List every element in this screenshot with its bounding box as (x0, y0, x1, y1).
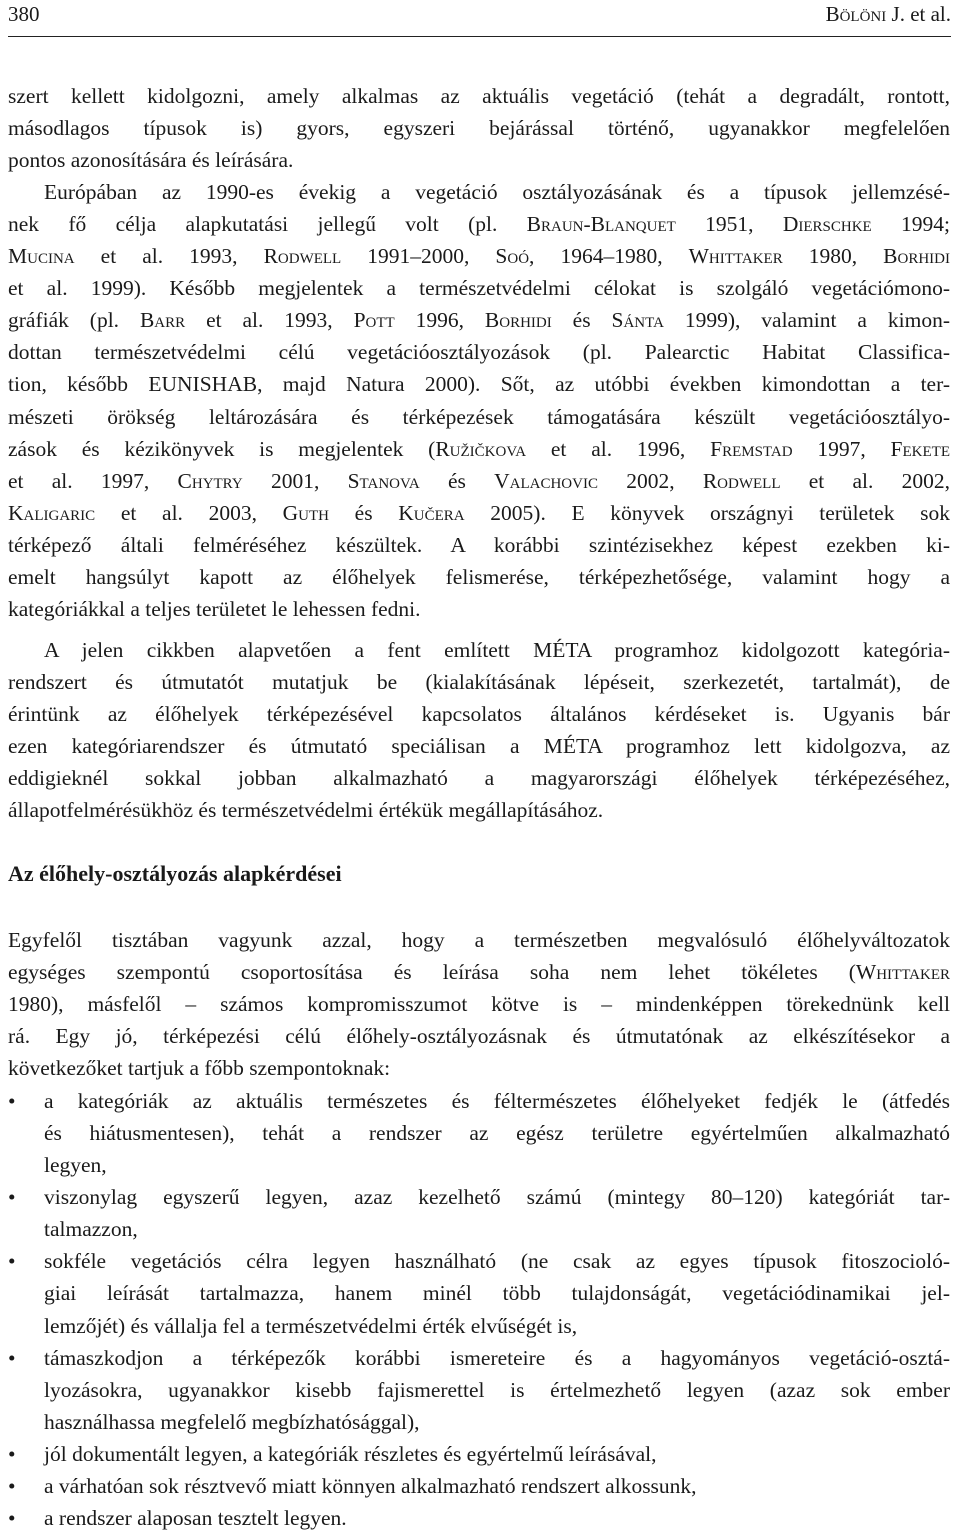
text-run: és (551, 308, 612, 333)
text-run: 1980, (782, 244, 884, 269)
section-heading: Az élőhely-osztályozás alapkérdései (8, 861, 342, 886)
text-run: 1999), valamint a kimon- (663, 308, 950, 333)
bullet-item-line: a kategóriák az aktuális természetes és féltermészetes élőhelyeket fedjék le (átfedés (44, 1089, 950, 1113)
text-run: et al. 2003, (95, 500, 283, 525)
author-name: Rodwell (263, 244, 342, 269)
bullet-dot: • (8, 1089, 16, 1113)
text-run: et al. 1993, (74, 244, 264, 269)
paragraph4-line (8, 1020, 950, 1052)
text-run: zások és kézikönyvek is megjelentek ( (8, 436, 436, 461)
bullet-item-line: giai leírását tartalmazza, hanem minél több tulajdonságát, vegetációdinamikai jel- (44, 1281, 950, 1306)
text-run: 2005). E könyvek országnyi területek sok (464, 500, 950, 525)
paragraph2-line (8, 304, 950, 336)
bullet-item-line: talmazzon, (44, 1217, 138, 1242)
bullet-item-line: sokféle vegetációs célra legyen használható (ne csak az egyes típusok fitoszocioló- (44, 1249, 950, 1274)
paragraph2-line (8, 465, 950, 497)
paragraph1-line: másodlagos típusok is) gyors, egyszeri bejárással történő, ugyanakkor megfelelően (8, 116, 950, 141)
paragraph2-line (8, 368, 950, 400)
author-name: Whittaker (688, 244, 783, 269)
bullet-item-line: viszonylag egyszerű legyen, azaz kezelhető számú (mintegy 80–120) kategóriát tar- (44, 1185, 950, 1210)
paragraph2-line (8, 336, 950, 368)
paragraph2-line (8, 401, 950, 433)
text-run: 1980), másfelől – számos kompromisszumot kötve is – mindenképpen törekednünk kell (8, 992, 950, 1017)
paragraph3-line: állapotfelmérésükhöz és természetvédelmi értékük megállapításához. (8, 798, 604, 823)
text-run: és (329, 500, 399, 525)
bullet-item-line: lyozásokra, ugyanakkor kisebb fajismerettel is értelmezhető legyen (azaz sok ember (44, 1377, 950, 1402)
paragraph3-line: eddigieknél sokkal jobban alkalmazható a magyarországi élőhelyek térképezéséhez, (8, 766, 950, 791)
text-run: rá. Egy jó, térképezési célú élőhely-osztályozásnak és útmutatónak az elkészítésekor a (8, 1024, 950, 1049)
page-number: 380 (8, 2, 40, 26)
bullet-dot: • (8, 1473, 16, 1498)
bullet-dot: • (8, 1506, 16, 1531)
paragraph2-line (8, 497, 950, 529)
paragraph4-line (8, 924, 950, 956)
paragraph4-line (8, 988, 950, 1020)
bullet-dot: • (8, 1345, 16, 1370)
bullet-item-line: legyen, (44, 1153, 107, 1178)
paragraph2-line (8, 240, 950, 272)
author-name: Soó (495, 244, 530, 269)
author-name: Kučera (398, 500, 465, 525)
paragraph3-line: érintünk az élőhelyek térképezésével kapcsolatos általános kérdéseket is. Ugyanis bár (8, 702, 950, 727)
text-run: 2002, (597, 468, 703, 493)
paragraph2-line (8, 433, 950, 465)
author-name: Braun-Blanquet (526, 212, 676, 237)
text-run: egységes szempontú csoportosítása és leírása soha nem lehet tökéletes ( (8, 960, 856, 985)
bullet-item-line: lemzőjét) és vállalja fel a természetvédelmi érték elvűségét is, (44, 1313, 578, 1338)
text-run: mészeti örökség leltározására és térképezések támogatására készült vegetációosztályo- (8, 404, 950, 429)
text-run: következőket tartjuk a főbb szempontoknak: (8, 1056, 391, 1081)
text-run: 1997, (792, 436, 891, 461)
running-head (826, 2, 951, 27)
bullet-item-line: a rendszer alaposan tesztelt legyen. (44, 1506, 347, 1531)
author-name: Dierschke (782, 212, 872, 237)
text-run: , 1964–1980, (529, 244, 689, 269)
author-name: Borhidi (883, 244, 950, 269)
text-run: 1991–2000, (341, 244, 496, 269)
text-run: 1951, (675, 212, 783, 237)
paragraph2-line (8, 272, 950, 304)
bullet-item-line: a várhatóan sok résztvevő miatt könnyen alkalmazható rendszert alkossunk, (44, 1473, 697, 1498)
paragraph1-line: pontos azonosítására és leírására. (8, 148, 294, 173)
paragraph4-line (8, 1052, 950, 1084)
text-run: emelt hangsúlyt kapott az élőhelyek felismerése, térképezhetősége, valamint hogy a (8, 564, 950, 589)
author-name: Kaligaric (8, 500, 96, 525)
text-run: et al. 1997, (8, 468, 178, 493)
paragraph2-line (8, 561, 950, 593)
text-run: et al. 1993, (185, 308, 354, 333)
author-name: Chytry (177, 468, 243, 493)
paragraph3-line: A jelen cikkben alapvetően a fent említett MÉTA programhoz kidolgozott kategória- (44, 638, 950, 662)
text-run: dottan természetvédelmi célú vegetációosztályozások (pl. Palearctic Habitat Classifica- (8, 340, 950, 365)
author-name: Whittaker (855, 960, 950, 985)
paragraph2-line (8, 208, 950, 240)
bullet-item-line: támaszkodjon a térképezők korábbi ismereteire és a hagyományos vegetáció-osztá- (44, 1345, 950, 1370)
text-run: 1996, (394, 308, 485, 333)
author-name: Borhidi (484, 308, 552, 333)
paragraph3-line: rendszert és útmutatót mutatjuk be (kialakításának lépéseit, szerkezetét, tartalmát), de (8, 670, 950, 695)
text-run: és (419, 468, 495, 493)
bullet-item-line: és hiátusmentesen), tehát a rendszer az egész területre egyértelműen alkalmazható (44, 1121, 950, 1146)
running-head-author: Bölöni (825, 2, 887, 26)
text-run: tion, később EUNISHAB, majd Natura 2000). Sőt, az utóbbi években kimondottan a ter- (8, 372, 950, 397)
bullet-dot: • (8, 1185, 16, 1210)
text-run: Európában az 1990-es évekig a vegetáció osztályozásának és a típusok jellemzésé- (44, 180, 950, 204)
paragraph2-line (8, 529, 950, 561)
text-run: gráfiák (pl. (8, 308, 140, 333)
author-name: Fekete (890, 436, 950, 461)
author-name: Ružičkova (435, 436, 527, 461)
author-name: Fremstad (710, 436, 793, 461)
author-name: Sánta (611, 308, 664, 333)
text-run: et al. 2002, (780, 468, 950, 493)
text-run: 1994; (871, 212, 950, 237)
text-run: Egyfelől tisztában vagyunk azzal, hogy a természetben megvalósuló élőhelyváltozatok (8, 928, 950, 952)
text-run: nek fő célja alapkutatási jellegű volt (pl. (8, 212, 527, 237)
author-name: Valachovic (494, 468, 598, 493)
bullet-dot: • (8, 1249, 16, 1274)
running-header (8, 0, 951, 37)
author-name: Barr (139, 308, 186, 333)
author-name: Stanova (347, 468, 420, 493)
paragraph4-line (8, 956, 950, 988)
text-run: et al. 1996, (526, 436, 711, 461)
text-run: et al. 1999). Később megjelentek a természetvédelmi célokat is szolgáló vegetációmono- (8, 276, 950, 301)
text-run: 2001, (242, 468, 348, 493)
running-head-rest: J. et al. (886, 2, 951, 26)
author-name: Guth (282, 500, 329, 525)
paragraph2-line (8, 176, 950, 208)
bullet-dot: • (8, 1441, 16, 1466)
author-name: Pott (353, 308, 395, 333)
bullet-item-line: jól dokumentált legyen, a kategóriák részletes és egyértelmű leírásával, (44, 1441, 657, 1466)
paragraph1-line: szert kellett kidolgozni, amely alkalmas az aktuális vegetáció (tehát a degradált, rontott, (8, 84, 950, 108)
author-name: Mucina (8, 244, 75, 269)
paragraph3-line: ezen kategóriarendszer és útmutató speciálisan a MÉTA programhoz lett kidolgozva, az (8, 734, 950, 759)
bullet-item-line: használhassa megfelelő megbízhatósággal), (44, 1409, 420, 1434)
author-name: Rodwell (702, 468, 781, 493)
text-run: kategóriákkal a teljes területet le lehessen fedni. (8, 597, 421, 622)
paragraph2-line (8, 593, 950, 625)
text-run: térképező általi felméréséhez készültek. A korábbi szintézisekhez képest ezekben ki- (8, 532, 950, 557)
